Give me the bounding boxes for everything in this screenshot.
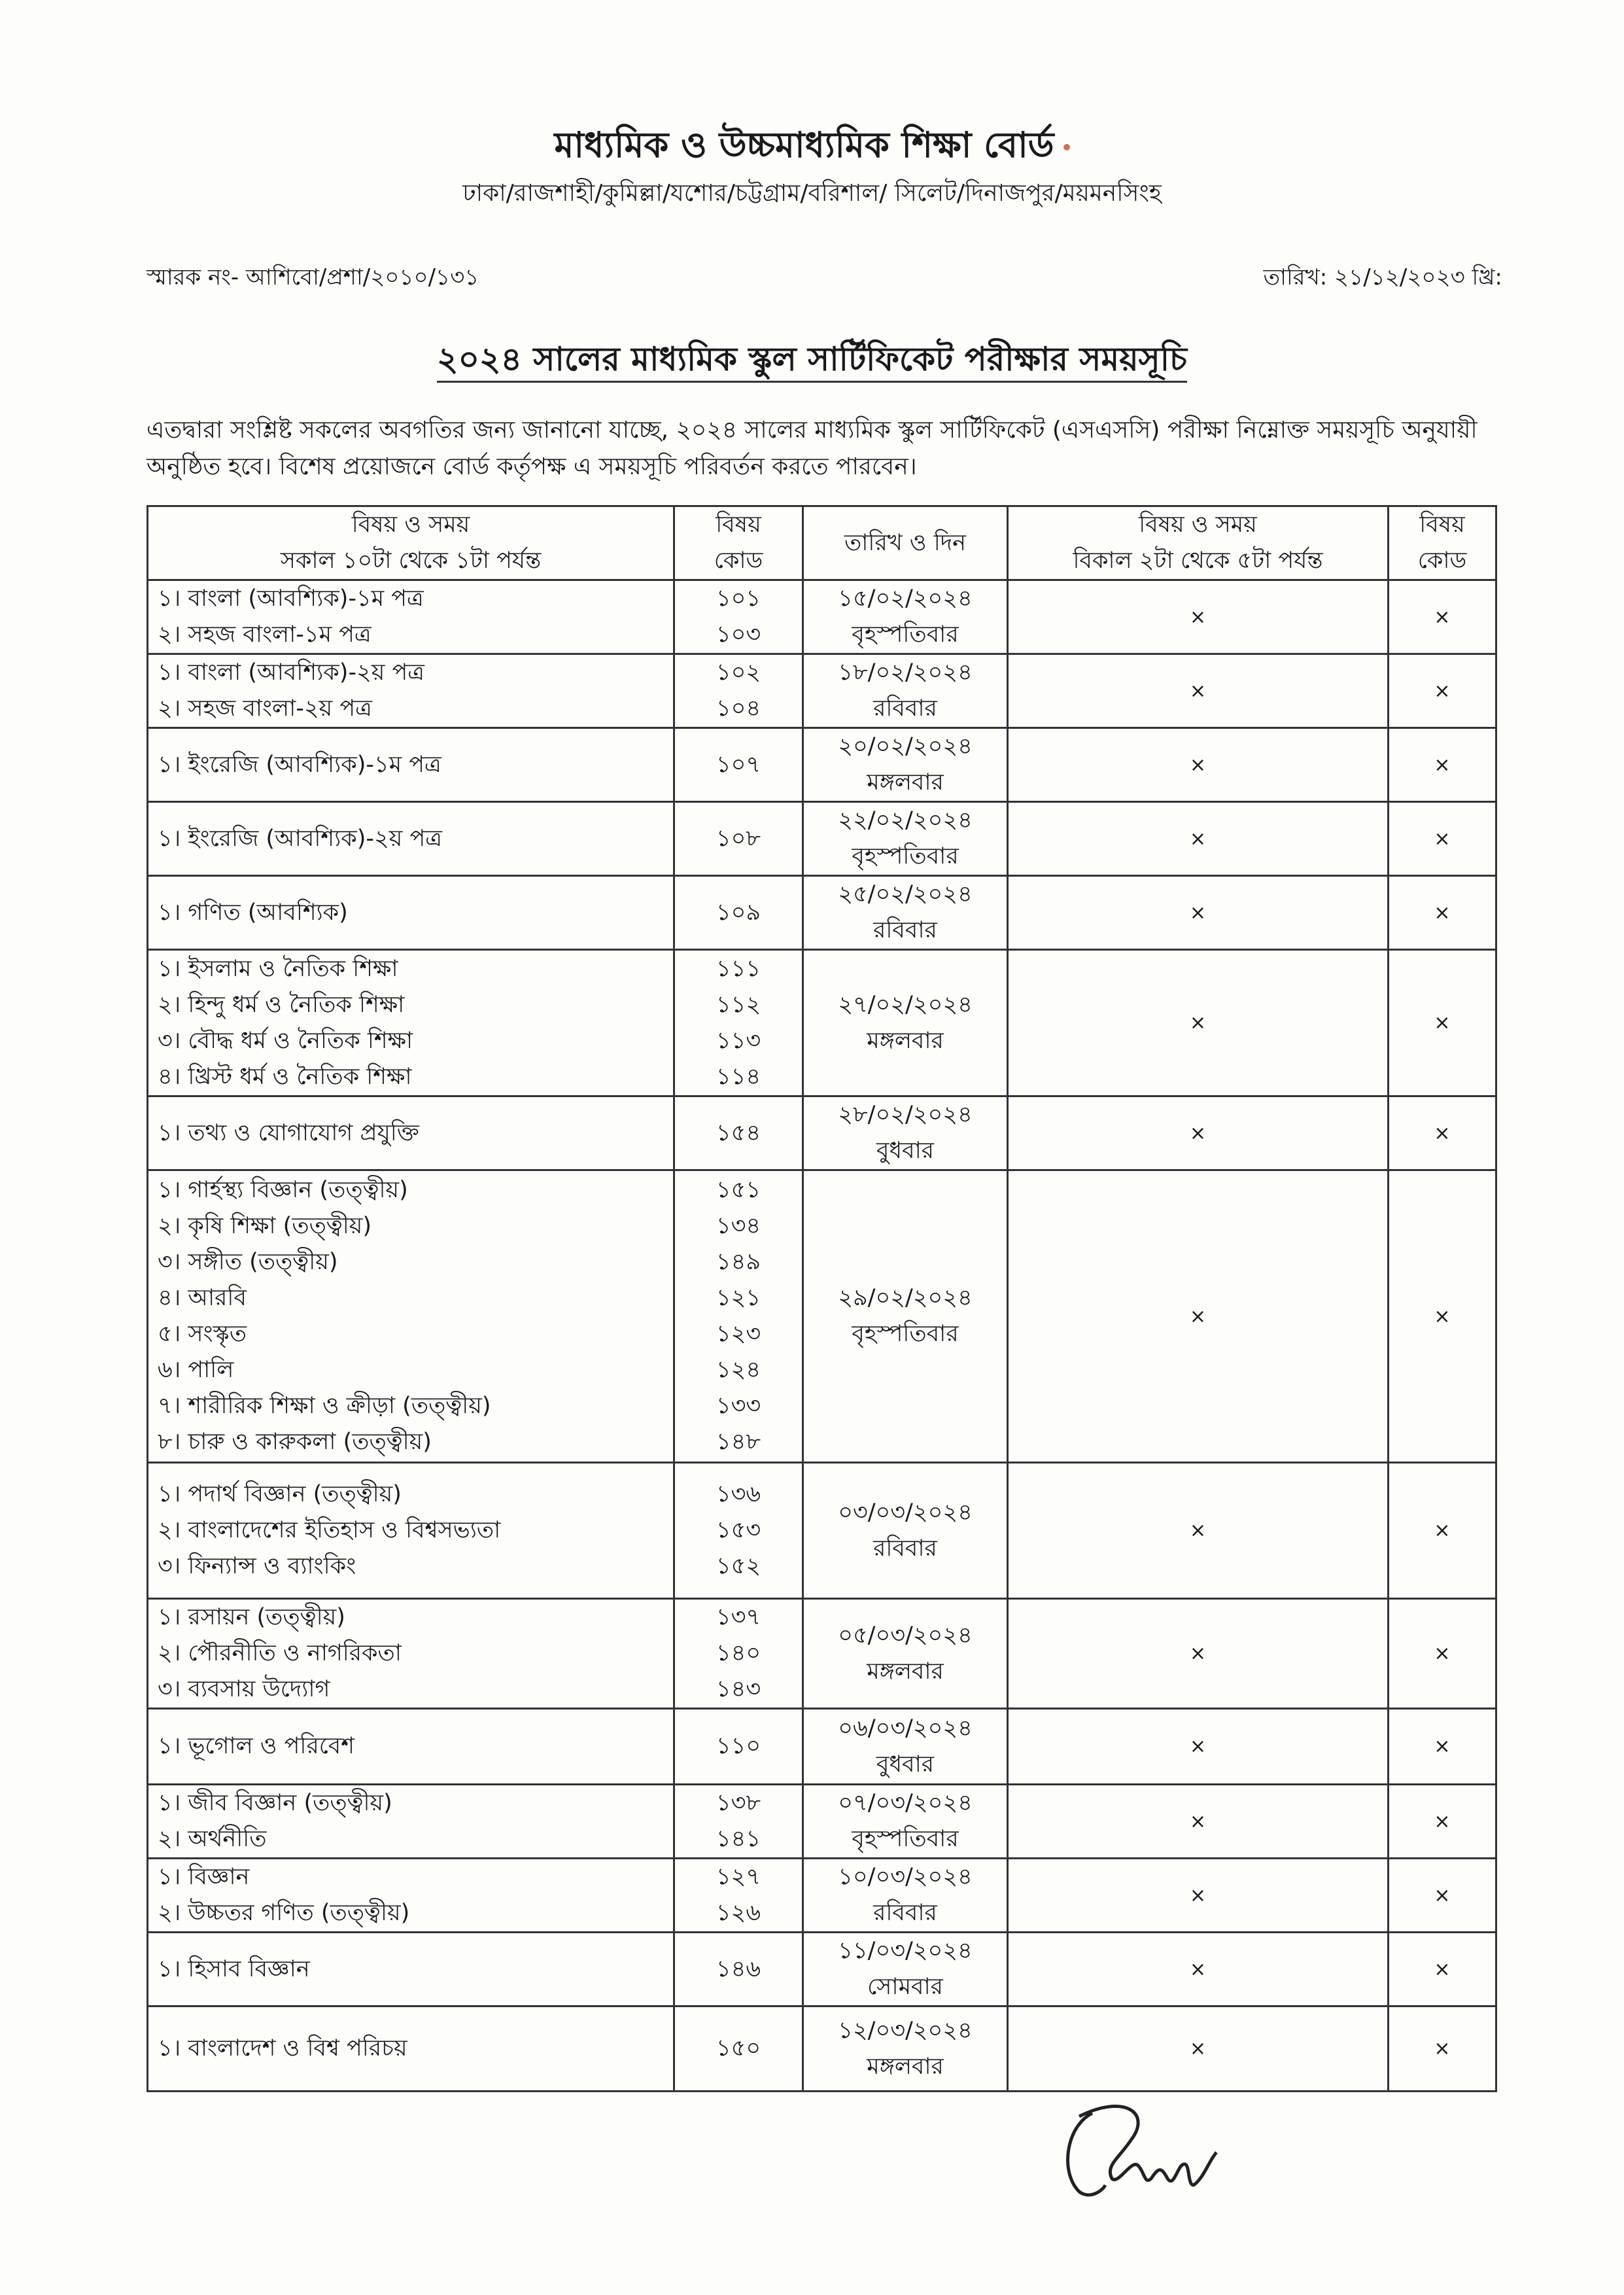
subject-code: ১৫১: [716, 1177, 761, 1203]
subject-code: ১২৭: [716, 1864, 761, 1890]
subject-name: ৫। সংস্কৃত: [158, 1321, 247, 1347]
table-row: [148, 1859, 1496, 1933]
code-cell: [674, 1096, 803, 1170]
exam-date: ২২/০২/২০২৪: [838, 807, 973, 833]
date-cell: [803, 580, 1008, 654]
afternoon-code-cell: ×: [1389, 580, 1496, 654]
subject-cell: [148, 876, 674, 950]
afternoon-subject-cell: ×: [1008, 1933, 1389, 2006]
afternoon-code-cell: ×: [1389, 1785, 1496, 1859]
subject-code: ১৩৮: [716, 1790, 761, 1816]
exam-date: ২৫/০২/২০২৪: [838, 881, 973, 907]
afternoon-subject-cell: ×: [1008, 2006, 1389, 2092]
afternoon-code-cell: ×: [1389, 1933, 1496, 2006]
subject-code: ১৫২: [716, 1553, 761, 1579]
code-cell: [674, 1859, 803, 1933]
subject-cell: [148, 654, 674, 728]
exam-date: ০৭/০৩/২০২৪: [838, 1790, 973, 1816]
afternoon-code-cell: ×: [1389, 876, 1496, 950]
board-name-heading: [0, 118, 1624, 177]
table-row: [148, 876, 1496, 950]
afternoon-code-cell: ×: [1389, 1463, 1496, 1599]
subject-code: ১০২: [716, 659, 761, 686]
header-text: বিষয় ও সময়: [351, 512, 470, 538]
exam-day: বুধবার: [876, 1751, 934, 1778]
afternoon-subject-cell: ×: [1008, 1170, 1389, 1463]
subject-name: ৩। সঙ্গীত (তত্ত্বীয়): [158, 1249, 338, 1275]
code-cell: [674, 580, 803, 654]
dot-mark: [1063, 144, 1070, 150]
exam-day: রবিবার: [873, 1900, 937, 1926]
exam-day: বুধবার: [876, 1138, 934, 1164]
table-row: [148, 1599, 1496, 1709]
header-text: বিষয় ও সময়: [1139, 512, 1257, 538]
subject-code: ১০১: [716, 586, 761, 612]
header-afternoon-subject: [1008, 506, 1389, 580]
date-cell: [803, 876, 1008, 950]
date-cell: [803, 2006, 1008, 2092]
afternoon-subject-cell: ×: [1008, 1096, 1389, 1170]
subject-code: ১২৪: [716, 1357, 761, 1383]
table-row: [148, 1170, 1496, 1463]
subject-code: ১৩৪: [716, 1213, 761, 1239]
intro-paragraph: এতদ্বারা সংশ্লিষ্ট সকলের অবগতির জন্য জানানো যাচ্ছে, ২০২৪ সালের মাধ্যমিক স্কুল সার্টিফিকেট (এসএসসি) পরীক্ষা নিম্নোক্ত সময়সূচি অনুযায়ী অনুষ্ঠিত হবে। বিশেষ প্রয়োজনে বোর্ড কর্তৃপক্ষ এ সময়সূচি পরিবর্তন করতে পারবেন।: [147, 417, 1477, 480]
date-cell: [803, 728, 1008, 802]
subject-name: ৭। শারীরিক শিক্ষা ও ক্রীড়া (তত্ত্বীয়): [158, 1393, 491, 1419]
subject-name: ৪। আরবি: [158, 1285, 247, 1311]
header-text: কোড: [1417, 548, 1467, 574]
subject-code: ১১৪: [716, 1063, 761, 1090]
exam-date: ০৩/০৩/২০২৪: [838, 1499, 973, 1526]
exam-date: ১৫/০২/২০২৪: [838, 586, 973, 612]
subject-name: ২। সহজ বাংলা-২য় পত্র: [158, 695, 372, 722]
code-cell: [674, 1170, 803, 1463]
exam-day: বৃহস্পতিবার: [852, 622, 959, 648]
subject-name: ৩। ব্যবসায় উদ্যোগ: [158, 1676, 330, 1702]
subject-name: ৪। খ্রিস্ট ধর্ম ও নৈতিক শিক্ষা: [158, 1063, 412, 1090]
code-cell: [674, 2006, 803, 2092]
afternoon-subject-cell: ×: [1008, 1709, 1389, 1785]
afternoon-code-cell: ×: [1389, 950, 1496, 1096]
subject-name: ১। হিসাব বিজ্ঞান: [158, 1955, 310, 1982]
table-row: [148, 654, 1496, 728]
subject-code: ১০৮: [716, 825, 761, 852]
code-cell: [674, 1709, 803, 1785]
subject-cell: [148, 802, 674, 876]
subject-code: ১২৩: [716, 1321, 761, 1347]
subject-cell: [148, 1170, 674, 1463]
afternoon-subject-cell: ×: [1008, 1785, 1389, 1859]
table-row: [148, 1709, 1496, 1785]
document-title: [0, 335, 1624, 389]
subject-name: ১। জীব বিজ্ঞান (তত্ত্বীয়): [158, 1790, 392, 1816]
subject-cell: [148, 1785, 674, 1859]
afternoon-code-cell: ×: [1389, 1709, 1496, 1785]
subject-code: ১৩৬: [716, 1481, 761, 1507]
afternoon-code-cell: ×: [1389, 802, 1496, 876]
subject-code: ১৪৯: [716, 1249, 761, 1275]
subject-name: ২। পৌরনীতি ও নাগরিকতা: [158, 1640, 402, 1666]
subject-name: ১। ইংরেজি (আবশ্যিক)-১ম পত্র: [158, 751, 441, 778]
exam-schedule-table: [147, 505, 1497, 2092]
subject-code: ১২১: [716, 1285, 761, 1311]
date-cell: [803, 1096, 1008, 1170]
table-row: [148, 802, 1496, 876]
subject-code: ১১০: [716, 1733, 761, 1759]
date-cell: [803, 1785, 1008, 1859]
date-cell: [803, 1599, 1008, 1709]
document-title-text: ২০২৪ সালের মাধ্যমিক স্কুল সার্টিফিকেট পরীক্ষার সময়সূচি: [437, 340, 1187, 383]
exam-day: মঙ্গলবার: [867, 2053, 944, 2080]
subject-code: ১১৩: [716, 1027, 761, 1054]
subject-name: ১। ইংরেজি (আবশ্যিক)-২য় পত্র: [158, 825, 442, 852]
exam-date: ১৮/০২/২০২৪: [838, 659, 973, 686]
subject-cell: [148, 1599, 674, 1709]
date-cell: [803, 1709, 1008, 1785]
code-cell: [674, 1933, 803, 2006]
exam-day: বৃহস্পতিবার: [852, 1321, 959, 1347]
exam-date: ০৬/০৩/২০২৪: [838, 1715, 973, 1742]
exam-date: ২০/০২/২০২৪: [838, 733, 973, 760]
date-cell: [803, 1933, 1008, 2006]
subject-name: ২। সহজ বাংলা-১ম পত্র: [158, 622, 371, 648]
table-row: [148, 1785, 1496, 1859]
subject-code: ১২৬: [716, 1900, 761, 1926]
issue-date: তারিখ: ২১/১২/২০২৩ খ্রি:: [1263, 264, 1502, 290]
subject-name: ১। রসায়ন (তত্ত্বীয়): [158, 1604, 345, 1630]
code-cell: [674, 802, 803, 876]
subject-cell: [148, 1096, 674, 1170]
subject-cell: [148, 1933, 674, 2006]
afternoon-subject-cell: ×: [1008, 802, 1389, 876]
exam-date: ১১/০৩/২০২৪: [838, 1938, 973, 1964]
subject-name: ৬। পালি: [158, 1357, 234, 1383]
afternoon-subject-cell: ×: [1008, 580, 1389, 654]
code-cell: [674, 1785, 803, 1859]
exam-date: ২৭/০২/২০২৪: [838, 991, 973, 1018]
header-afternoon-code: [1389, 506, 1496, 580]
exam-date: ২৯/০২/২০২৪: [838, 1285, 973, 1311]
code-cell: [674, 950, 803, 1096]
subject-cell: [148, 728, 674, 802]
code-cell: [674, 1463, 803, 1599]
table-header-row: [148, 506, 1496, 580]
exam-day: রবিবার: [873, 1535, 937, 1562]
table-row: [148, 580, 1496, 654]
subject-code: ১০৭: [716, 751, 761, 778]
subject-code: ১৪০: [716, 1640, 761, 1666]
table-row: [148, 1096, 1496, 1170]
subject-name: ১। তথ্য ও যোগাযোগ প্রযুক্তি: [158, 1119, 419, 1146]
afternoon-subject-cell: ×: [1008, 728, 1389, 802]
header-date-day: তারিখ ও দিন: [803, 506, 1008, 580]
table-row: [148, 1933, 1496, 2006]
subject-code: ১০৪: [716, 695, 761, 722]
date-cell: [803, 802, 1008, 876]
subject-name: ১। পদার্থ বিজ্ঞান (তত্ত্বীয়): [158, 1481, 402, 1507]
header-text: বিকাল ২টা থেকে ৫টা পর্যন্ত: [1073, 548, 1323, 574]
subject-code: ১০৩: [716, 622, 761, 648]
afternoon-subject-cell: ×: [1008, 876, 1389, 950]
afternoon-subject-cell: ×: [1008, 654, 1389, 728]
exam-day: রবিবার: [873, 917, 937, 943]
subject-name: ১। বিজ্ঞান: [158, 1864, 250, 1890]
afternoon-subject-cell: ×: [1008, 1599, 1389, 1709]
subject-code: ১৫৩: [716, 1517, 761, 1543]
subject-name: ২। বাংলাদেশের ইতিহাস ও বিশ্বসভ্যতা: [158, 1517, 501, 1543]
subject-name: ১। বাংলা (আবশ্যিক)-১ম পত্র: [158, 586, 424, 612]
date-cell: [803, 950, 1008, 1096]
subject-code: ১৩৭: [716, 1604, 761, 1630]
afternoon-code-cell: ×: [1389, 1170, 1496, 1463]
header-text: কোড: [714, 548, 763, 574]
header-text: বিষয়: [1419, 512, 1465, 538]
subject-cell: [148, 950, 674, 1096]
exam-date: ১০/০৩/২০২৪: [838, 1864, 973, 1890]
date-cell: [803, 1859, 1008, 1933]
memo-number: স্মারক নং- আশিবো/প্রশা/২০১০/১৩১: [147, 264, 479, 290]
date-cell: [803, 654, 1008, 728]
table-row: [148, 950, 1496, 1096]
code-cell: [674, 654, 803, 728]
subject-name: ১। ভূগোল ও পরিবেশ: [158, 1733, 354, 1759]
subject-code: ১৩৩: [716, 1393, 761, 1419]
subject-code: ১৪৬: [716, 1955, 761, 1982]
afternoon-subject-cell: ×: [1008, 950, 1389, 1096]
exam-day: মঙ্গলবার: [867, 769, 944, 796]
code-cell: [674, 728, 803, 802]
table-row: [148, 728, 1496, 802]
header-text: বিষয়: [716, 512, 761, 538]
exam-date: ২৮/০২/২০২৪: [838, 1102, 973, 1128]
subject-name: ১। বাংলাদেশ ও বিশ্ব পরিচয়: [158, 2035, 407, 2061]
header-code: [674, 506, 803, 580]
subject-code: ১৫০: [716, 2035, 761, 2061]
exam-day: রবিবার: [873, 695, 937, 722]
header-morning-subject: [148, 506, 674, 580]
subject-cell: [148, 1859, 674, 1933]
afternoon-code-cell: ×: [1389, 654, 1496, 728]
date-cell: [803, 1170, 1008, 1463]
subject-code: ১৪৮: [716, 1429, 761, 1455]
subject-name: ৩। বৌদ্ধ ধর্ম ও নৈতিক শিক্ষা: [158, 1027, 413, 1054]
subject-name: ১। গণিত (আবশ্যিক): [158, 899, 348, 926]
exam-day: বৃহস্পতিবার: [852, 1826, 959, 1852]
board-name-text: মাধ্যমিক ও উচ্চমাধ্যমিক শিক্ষা বোর্ড: [554, 124, 1054, 166]
exam-day: সোমবার: [867, 1974, 943, 2000]
exam-date: ০৫/০৩/২০২৪: [838, 1622, 973, 1649]
code-cell: [674, 876, 803, 950]
table-row: [148, 2006, 1496, 2092]
exam-day: মঙ্গলবার: [867, 1658, 944, 1685]
subject-name: ২। অর্থনীতি: [158, 1826, 267, 1852]
subject-code: ১১২: [716, 991, 761, 1018]
code-cell: [674, 1599, 803, 1709]
subject-code: ১৪৩: [716, 1676, 761, 1702]
afternoon-subject-cell: ×: [1008, 1859, 1389, 1933]
subject-name: ৩। ফিন্যান্স ও ব্যাংকিং: [158, 1553, 356, 1579]
subject-code: ১৫৪: [716, 1119, 761, 1146]
subject-code: ১১১: [716, 955, 761, 982]
subject-name: ২। কৃষি শিক্ষা (তত্ত্বীয়): [158, 1213, 372, 1239]
subject-code: ১৪১: [716, 1826, 761, 1852]
exam-date: ১২/০৩/২০২৪: [838, 2017, 973, 2044]
subject-cell: [148, 1463, 674, 1599]
date-cell: [803, 1463, 1008, 1599]
afternoon-code-cell: ×: [1389, 1599, 1496, 1709]
subject-name: ২। উচ্চতর গণিত (তত্ত্বীয়): [158, 1900, 410, 1926]
table-row: [148, 1463, 1496, 1599]
afternoon-code-cell: ×: [1389, 728, 1496, 802]
subject-name: ১। গার্হস্থ্য বিজ্ঞান (তত্ত্বীয়): [158, 1177, 408, 1203]
subject-name: ১। ইসলাম ও নৈতিক শিক্ষা: [158, 955, 398, 982]
subject-name: ৮। চারু ও কারুকলা (তত্ত্বীয়): [158, 1429, 432, 1455]
exam-day: মঙ্গলবার: [867, 1027, 944, 1054]
subject-code: ১০৯: [716, 899, 761, 926]
signature: [1053, 2087, 1243, 2205]
afternoon-code-cell: ×: [1389, 1859, 1496, 1933]
afternoon-subject-cell: ×: [1008, 1463, 1389, 1599]
boards-list: ঢাকা/রাজশাহী/কুমিল্লা/যশোর/চট্টগ্রাম/বরিশাল/ সিলেট/দিনাজপুর/ময়মনসিংহ: [462, 180, 1162, 207]
subject-cell: [148, 580, 674, 654]
afternoon-code-cell: ×: [1389, 2006, 1496, 2092]
subject-name: ১। বাংলা (আবশ্যিক)-২য় পত্র: [158, 659, 424, 686]
header-text: সকাল ১০টা থেকে ১টা পর্যন্ত: [280, 548, 542, 574]
exam-day: বৃহস্পতিবার: [852, 843, 959, 869]
subject-name: ২। হিন্দু ধর্ম ও নৈতিক শিক্ষা: [158, 991, 405, 1018]
subject-cell: [148, 2006, 674, 2092]
afternoon-code-cell: ×: [1389, 1096, 1496, 1170]
subject-cell: [148, 1709, 674, 1785]
